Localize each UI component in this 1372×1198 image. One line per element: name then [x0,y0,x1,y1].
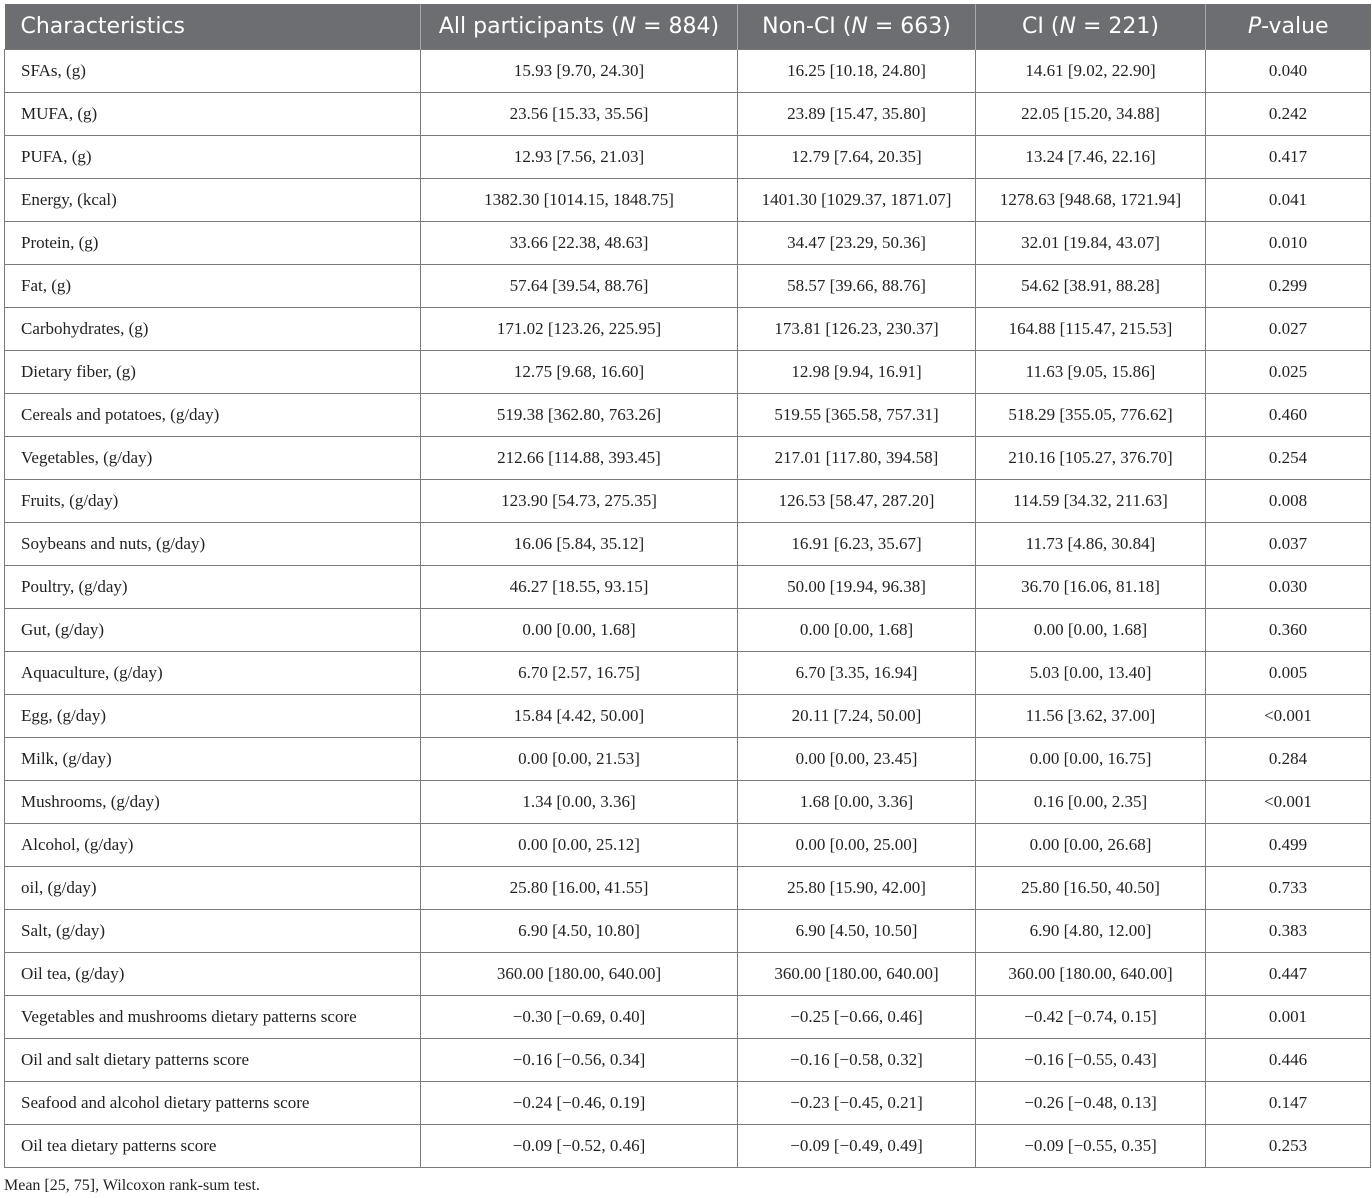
cell-characteristic: Vegetables, (g/day) [5,437,421,480]
cell-p-value: 0.025 [1206,351,1371,394]
cell-non-ci: 20.11 [7.24, 50.00] [738,695,976,738]
cell-p-value: 0.360 [1206,609,1371,652]
table-row [5,910,1371,953]
characteristics-table [4,4,1371,1168]
cell-non-ci: 58.57 [39.66, 88.76] [738,265,976,308]
cell-all-participants: 6.90 [4.50, 10.80] [421,910,738,953]
cell-non-ci: 6.70 [3.35, 16.94] [738,652,976,695]
cell-non-ci: 16.91 [6.23, 35.67] [738,523,976,566]
cell-all-participants: 23.56 [15.33, 35.56] [421,93,738,136]
table-row [5,265,1371,308]
cell-characteristic: Dietary fiber, (g) [5,351,421,394]
cell-all-participants: 212.66 [114.88, 393.45] [421,437,738,480]
table-row [5,136,1371,179]
table-header [5,4,1371,50]
header-all-participants: All participants (N = 884) [421,4,738,50]
cell-ci: −0.09 [−0.55, 0.35] [976,1125,1206,1168]
cell-non-ci: 0.00 [0.00, 25.00] [738,824,976,867]
cell-characteristic: Vegetables and mushrooms dietary patterns score [5,996,421,1039]
cell-p-value: 0.040 [1206,50,1371,93]
cell-characteristic: Milk, (g/day) [5,738,421,781]
cell-characteristic: Energy, (kcal) [5,179,421,222]
cell-ci: 54.62 [38.91, 88.28] [976,265,1206,308]
cell-characteristic: PUFA, (g) [5,136,421,179]
header-p-value: P-value [1206,4,1371,50]
cell-all-participants: 46.27 [18.55, 93.15] [421,566,738,609]
cell-p-value: 0.383 [1206,910,1371,953]
cell-ci: 11.73 [4.86, 30.84] [976,523,1206,566]
cell-characteristic: Gut, (g/day) [5,609,421,652]
cell-all-participants: 6.70 [2.57, 16.75] [421,652,738,695]
cell-non-ci: −0.25 [−0.66, 0.46] [738,996,976,1039]
header-ci: CI (N = 221) [976,4,1206,50]
cell-non-ci: 360.00 [180.00, 640.00] [738,953,976,996]
table-row [5,179,1371,222]
table-row [5,566,1371,609]
table-row [5,824,1371,867]
cell-characteristic: Oil tea, (g/day) [5,953,421,996]
cell-p-value: <0.001 [1206,781,1371,824]
cell-ci: 114.59 [34.32, 211.63] [976,480,1206,523]
cell-all-participants: 1382.30 [1014.15, 1848.75] [421,179,738,222]
cell-characteristic: Fat, (g) [5,265,421,308]
cell-p-value: 0.299 [1206,265,1371,308]
header-characteristics: Characteristics [5,4,421,50]
cell-p-value: 0.242 [1206,93,1371,136]
cell-all-participants: −0.09 [−0.52, 0.46] [421,1125,738,1168]
cell-all-participants: 171.02 [123.26, 225.95] [421,308,738,351]
cell-non-ci: 50.00 [19.94, 96.38] [738,566,976,609]
cell-characteristic: Mushrooms, (g/day) [5,781,421,824]
cell-all-participants: 360.00 [180.00, 640.00] [421,953,738,996]
cell-p-value: 0.284 [1206,738,1371,781]
header-row [5,4,1371,50]
cell-p-value: <0.001 [1206,695,1371,738]
cell-all-participants: 15.84 [4.42, 50.00] [421,695,738,738]
table-row [5,738,1371,781]
cell-non-ci: 0.00 [0.00, 1.68] [738,609,976,652]
table-row [5,781,1371,824]
cell-non-ci: 6.90 [4.50, 10.50] [738,910,976,953]
cell-characteristic: Salt, (g/day) [5,910,421,953]
cell-ci: −0.42 [−0.74, 0.15] [976,996,1206,1039]
cell-ci: 518.29 [355.05, 776.62] [976,394,1206,437]
cell-non-ci: 34.47 [23.29, 50.36] [738,222,976,265]
cell-non-ci: 519.55 [365.58, 757.31] [738,394,976,437]
cell-all-participants: 0.00 [0.00, 25.12] [421,824,738,867]
cell-non-ci: −0.09 [−0.49, 0.49] [738,1125,976,1168]
table-row [5,953,1371,996]
cell-characteristic: Fruits, (g/day) [5,480,421,523]
cell-non-ci: −0.16 [−0.58, 0.32] [738,1039,976,1082]
cell-ci: 0.16 [0.00, 2.35] [976,781,1206,824]
table-body [5,50,1371,1168]
cell-all-participants: −0.16 [−0.56, 0.34] [421,1039,738,1082]
cell-non-ci: 25.80 [15.90, 42.00] [738,867,976,910]
table-row [5,867,1371,910]
cell-all-participants: −0.24 [−0.46, 0.19] [421,1082,738,1125]
table-row [5,996,1371,1039]
table-row [5,308,1371,351]
cell-non-ci: 0.00 [0.00, 23.45] [738,738,976,781]
cell-p-value: 0.254 [1206,437,1371,480]
cell-ci: 22.05 [15.20, 34.88] [976,93,1206,136]
cell-ci: 14.61 [9.02, 22.90] [976,50,1206,93]
table-row [5,437,1371,480]
cell-characteristic: Cereals and potatoes, (g/day) [5,394,421,437]
cell-ci: 5.03 [0.00, 13.40] [976,652,1206,695]
table-row [5,609,1371,652]
cell-p-value: 0.733 [1206,867,1371,910]
cell-p-value: 0.147 [1206,1082,1371,1125]
cell-characteristic: Protein, (g) [5,222,421,265]
cell-characteristic: Seafood and alcohol dietary patterns score [5,1082,421,1125]
cell-non-ci: 12.79 [7.64, 20.35] [738,136,976,179]
cell-characteristic: Carbohydrates, (g) [5,308,421,351]
cell-all-participants: 1.34 [0.00, 3.36] [421,781,738,824]
cell-all-participants: 16.06 [5.84, 35.12] [421,523,738,566]
cell-p-value: 0.037 [1206,523,1371,566]
cell-non-ci: 173.81 [126.23, 230.37] [738,308,976,351]
cell-ci: 11.56 [3.62, 37.00] [976,695,1206,738]
cell-characteristic: Poultry, (g/day) [5,566,421,609]
table-row [5,652,1371,695]
cell-characteristic: Oil tea dietary patterns score [5,1125,421,1168]
cell-non-ci: 16.25 [10.18, 24.80] [738,50,976,93]
cell-p-value: 0.253 [1206,1125,1371,1168]
cell-non-ci: 217.01 [117.80, 394.58] [738,437,976,480]
cell-ci: 32.01 [19.84, 43.07] [976,222,1206,265]
cell-all-participants: 12.93 [7.56, 21.03] [421,136,738,179]
cell-characteristic: MUFA, (g) [5,93,421,136]
header-non-ci: Non-CI (N = 663) [738,4,976,50]
cell-non-ci: 1.68 [0.00, 3.36] [738,781,976,824]
table-row [5,480,1371,523]
cell-p-value: 0.460 [1206,394,1371,437]
cell-all-participants: 25.80 [16.00, 41.55] [421,867,738,910]
cell-p-value: 0.446 [1206,1039,1371,1082]
cell-all-participants: 0.00 [0.00, 1.68] [421,609,738,652]
table-row [5,1082,1371,1125]
cell-p-value: 0.417 [1206,136,1371,179]
cell-p-value: 0.447 [1206,953,1371,996]
cell-all-participants: 123.90 [54.73, 275.35] [421,480,738,523]
table-row [5,394,1371,437]
cell-non-ci: 12.98 [9.94, 16.91] [738,351,976,394]
cell-p-value: 0.008 [1206,480,1371,523]
cell-ci: 0.00 [0.00, 26.68] [976,824,1206,867]
cell-ci: 36.70 [16.06, 81.18] [976,566,1206,609]
cell-p-value: 0.001 [1206,996,1371,1039]
table-row [5,222,1371,265]
cell-all-participants: 0.00 [0.00, 21.53] [421,738,738,781]
cell-characteristic: Alcohol, (g/day) [5,824,421,867]
cell-p-value: 0.030 [1206,566,1371,609]
cell-characteristic: oil, (g/day) [5,867,421,910]
cell-non-ci: −0.23 [−0.45, 0.21] [738,1082,976,1125]
cell-all-participants: 519.38 [362.80, 763.26] [421,394,738,437]
cell-characteristic: Oil and salt dietary patterns score [5,1039,421,1082]
cell-ci: −0.26 [−0.48, 0.13] [976,1082,1206,1125]
cell-ci: 11.63 [9.05, 15.86] [976,351,1206,394]
cell-characteristic: SFAs, (g) [5,50,421,93]
cell-ci: 210.16 [105.27, 376.70] [976,437,1206,480]
cell-characteristic: Egg, (g/day) [5,695,421,738]
cell-characteristic: Aquaculture, (g/day) [5,652,421,695]
cell-ci: 1278.63 [948.68, 1721.94] [976,179,1206,222]
cell-ci: 13.24 [7.46, 22.16] [976,136,1206,179]
table-row [5,695,1371,738]
table-row [5,523,1371,566]
cell-ci: 164.88 [115.47, 215.53] [976,308,1206,351]
cell-characteristic: Soybeans and nuts, (g/day) [5,523,421,566]
table-footnote: Mean [25, 75], Wilcoxon rank-sum test. [4,1177,260,1194]
cell-all-participants: 57.64 [39.54, 88.76] [421,265,738,308]
cell-non-ci: 126.53 [58.47, 287.20] [738,480,976,523]
cell-non-ci: 1401.30 [1029.37, 1871.07] [738,179,976,222]
table-row [5,351,1371,394]
table-row [5,1125,1371,1168]
cell-ci: 0.00 [0.00, 1.68] [976,609,1206,652]
cell-all-participants: 12.75 [9.68, 16.60] [421,351,738,394]
cell-non-ci: 23.89 [15.47, 35.80] [738,93,976,136]
cell-ci: 6.90 [4.80, 12.00] [976,910,1206,953]
cell-p-value: 0.010 [1206,222,1371,265]
cell-ci: 0.00 [0.00, 16.75] [976,738,1206,781]
table-row [5,1039,1371,1082]
cell-ci: 25.80 [16.50, 40.50] [976,867,1206,910]
cell-ci: 360.00 [180.00, 640.00] [976,953,1206,996]
table-row [5,50,1371,93]
cell-p-value: 0.041 [1206,179,1371,222]
table-row [5,93,1371,136]
cell-p-value: 0.499 [1206,824,1371,867]
cell-all-participants: 15.93 [9.70, 24.30] [421,50,738,93]
cell-all-participants: 33.66 [22.38, 48.63] [421,222,738,265]
cell-p-value: 0.005 [1206,652,1371,695]
cell-p-value: 0.027 [1206,308,1371,351]
cell-all-participants: −0.30 [−0.69, 0.40] [421,996,738,1039]
cell-ci: −0.16 [−0.55, 0.43] [976,1039,1206,1082]
